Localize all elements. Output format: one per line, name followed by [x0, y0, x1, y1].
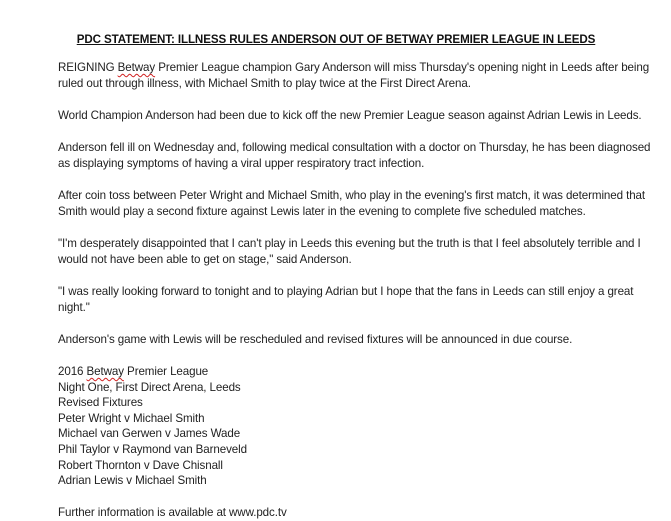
fixture-item: Adrian Lewis v Michael Smith [58, 474, 207, 488]
fixtures-league: Premier League [123, 365, 209, 378]
fixtures-year: 2016 [58, 365, 87, 378]
fixtures-block [58, 364, 658, 489]
fixtures-label: Revised Fixtures [58, 396, 143, 410]
paragraph-coin-toss: After coin toss between Peter Wright and Michael Smith, who play in the evening's first match, it was determined that Smith would play a second fixture against Lewis later in the evening to complete five scheduled matches. [58, 189, 646, 218]
paragraph-illness: Anderson fell ill on Wednesday and, following medical consultation with a doctor on Thursday, he has been diagnosed as displaying symptoms of having a viral upper respiratory tract infection. [58, 141, 651, 170]
paragraph-quote-disappointed: "I'm desperately disappointed that I can't play in Leeds this evening but the truth is that I feel absolutely terrible and I would not have been able to get on stage," said Anderson. [58, 237, 641, 266]
intro-lead: REIGNING [58, 61, 118, 74]
paragraph-quote-looking-forward: "I was really looking forward to tonight and to playing Adrian but I hope that the fans in Leeds can still enjoy a great night." [58, 285, 634, 314]
fixtures-venue: Night One, First Direct Arena, Leeds [58, 380, 241, 394]
fixture-item: Robert Thornton v Dave Chisnall [58, 458, 223, 472]
paragraph-rescheduled: Anderson's game with Lewis will be rescheduled and revised fixtures will be announced in due course. [58, 333, 573, 346]
paragraph-world-champion: World Champion Anderson had been due to kick off the new Premier League season against Adrian Lewis in Leeds. [58, 109, 642, 122]
document-page [58, 0, 658, 521]
fixture-item: Peter Wright v Michael Smith [58, 411, 205, 425]
footer-info: Further information is available at www.pdc.tv [58, 505, 287, 519]
intro-rest: Premier League champion Gary Anderson will miss Thursday's opening night in Leeds after being ruled out through illness, with Michael Smith to play twice at the First Direct Arena. [58, 61, 650, 90]
fixture-item: Phil Taylor v Raymond van Barneveld [58, 442, 247, 456]
spellcheck-word: Betway [86, 365, 124, 378]
fixtures-heading [58, 364, 658, 380]
spellcheck-word: Betway [117, 61, 156, 74]
fixture-item: Michael van Gerwen v James Wade [58, 427, 241, 441]
document-title: PDC STATEMENT: ILLNESS RULES ANDERSON OUT OF BETWAY PREMIER LEAGUE IN LEEDS [76, 33, 596, 46]
intro-paragraph [58, 60, 658, 92]
